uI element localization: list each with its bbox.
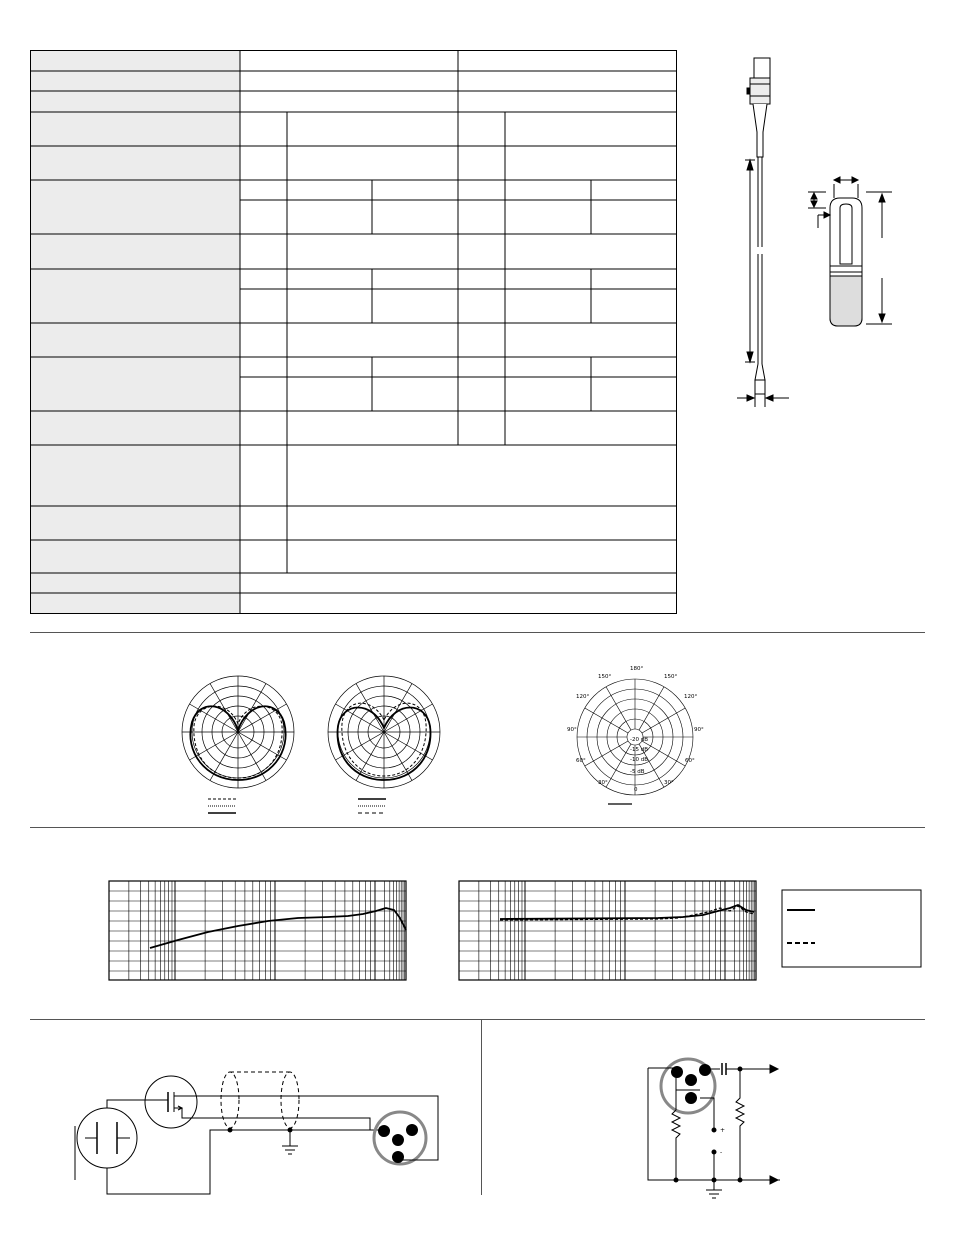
frequency-response-chart-a	[108, 880, 408, 984]
polar-pattern-template	[560, 660, 710, 820]
polar-db-label: -15 dB	[630, 747, 648, 753]
polar-legend-b	[356, 796, 390, 818]
phantom-power-diagram	[640, 1050, 790, 1205]
section-divider	[30, 1019, 925, 1020]
polar-legend-a	[206, 796, 240, 818]
frequency-legend-box	[781, 889, 923, 969]
polar-angle-label: 30°	[664, 780, 674, 786]
polar-db-label: -20 dB	[630, 737, 648, 743]
polar-angle-label: 150°	[664, 674, 678, 680]
polar-angle-label: 120°	[684, 694, 698, 700]
svg-text:+: +	[720, 1127, 726, 1134]
polar-angle-label: 90°	[567, 727, 577, 733]
section-divider	[30, 827, 925, 828]
frequency-response-curve	[150, 908, 406, 948]
wiring-diagram	[70, 1060, 440, 1200]
polar-angle-label: 150°	[598, 674, 612, 680]
polar-angle-label: 60°	[576, 758, 586, 764]
polar-angle-label: 60°	[685, 758, 695, 764]
polar-angle-label: 120°	[576, 694, 590, 700]
polar-angle-label: 0	[634, 787, 638, 793]
table-label-column	[30, 50, 240, 614]
specifications-table	[30, 50, 677, 614]
frequency-response-chart-b	[458, 880, 758, 984]
polar-angle-label: 30°	[598, 780, 608, 786]
polar-pattern-cardioid-b	[324, 672, 444, 792]
polar-db-label: -10 dB	[630, 757, 648, 763]
frequency-response-curve	[500, 905, 754, 919]
svg-text:-: -	[720, 1149, 723, 1156]
polar-angle-label: 90°	[694, 727, 704, 733]
polar-db-label: -5 dB	[630, 769, 645, 775]
section-divider	[30, 632, 925, 633]
column-divider	[481, 1020, 482, 1195]
polar-pattern-cardioid-a	[178, 672, 298, 792]
polar-angle-label: 180°	[630, 666, 644, 672]
microphone-capsule-drawing	[800, 168, 900, 333]
